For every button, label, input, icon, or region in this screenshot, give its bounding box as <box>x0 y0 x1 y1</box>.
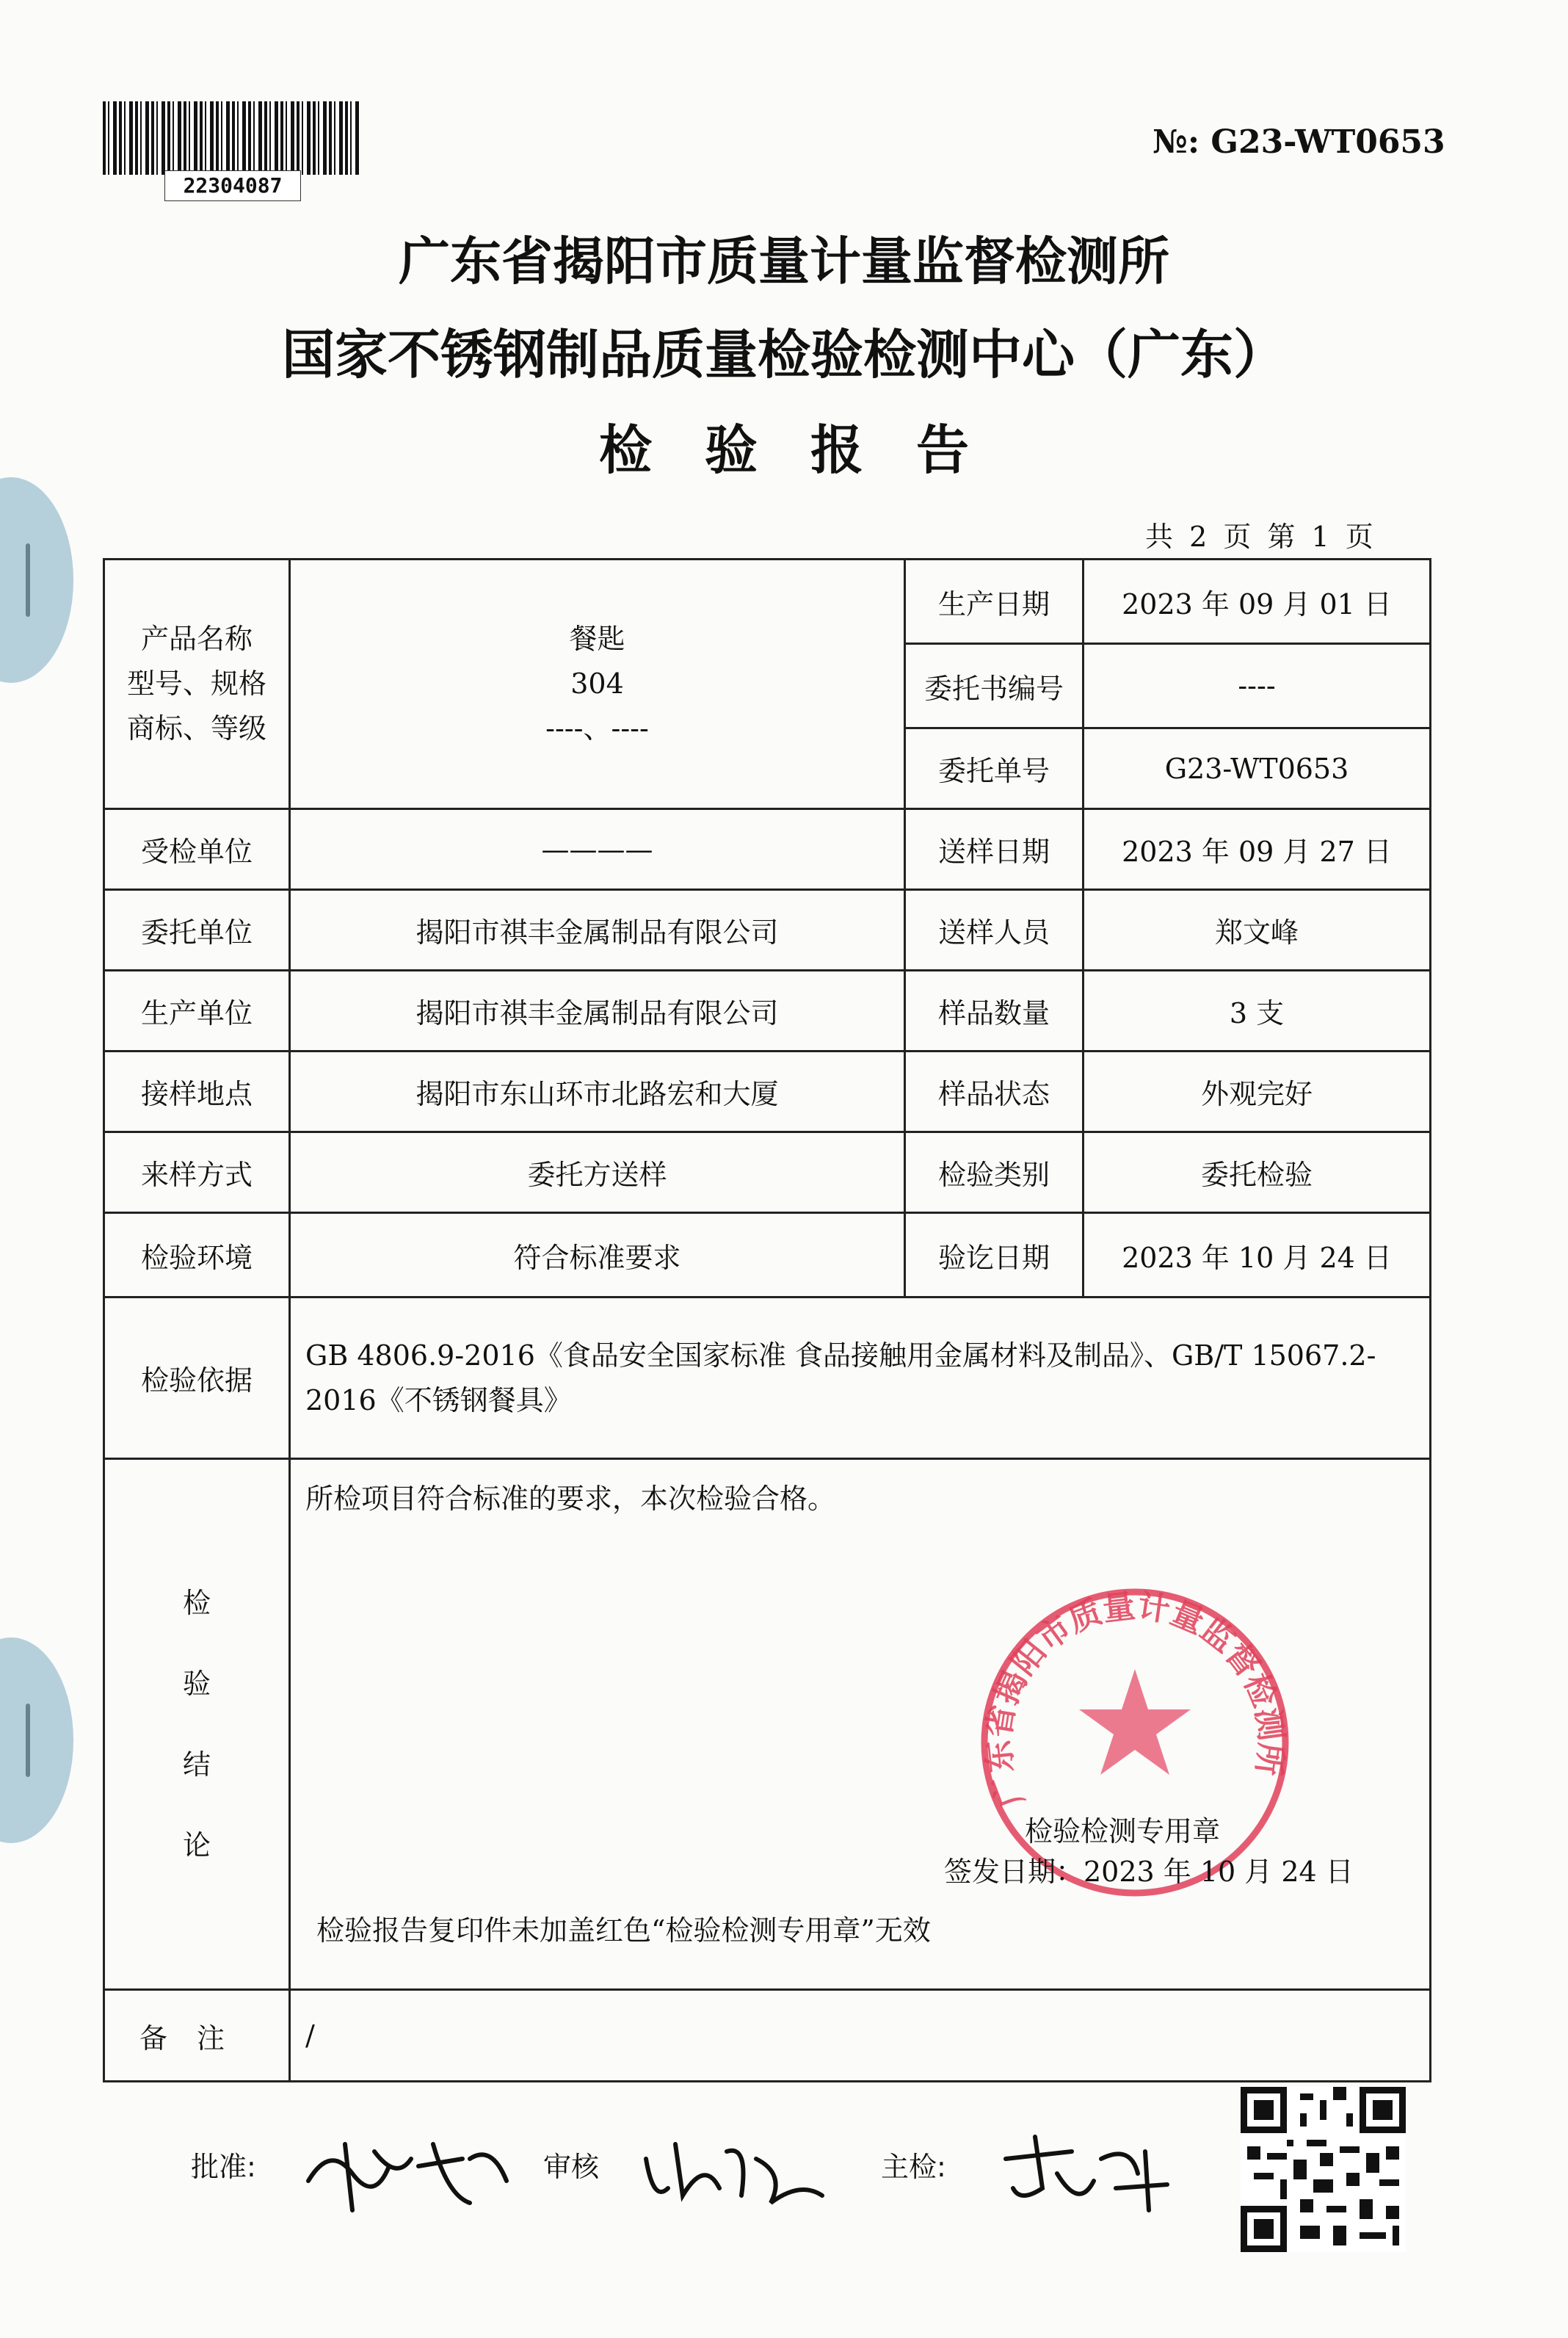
inspect-label: 主检: <box>881 2151 946 2183</box>
row-label2: 样品状态 <box>905 1052 1084 1132</box>
product-info <box>290 560 905 809</box>
row-value: ———— <box>290 809 905 890</box>
row-value2: 外观完好 <box>1084 1052 1431 1132</box>
report-number: №: G23-WT0653 <box>1153 123 1445 161</box>
approver-signature <box>301 2115 521 2225</box>
inspector-signature <box>991 2115 1182 2225</box>
conclusion-text: 所检项目符合标准的要求，本次检验合格。 <box>305 1483 836 1515</box>
notes-value: / <box>290 1990 1431 2082</box>
row-value2: 委托检验 <box>1084 1132 1431 1213</box>
seal-text: 广东省揭阳市质量计量监督检测所 <box>979 1587 1291 1812</box>
order-no: G23-WT0653 <box>1084 728 1431 809</box>
report-table <box>103 558 1431 2082</box>
production-date-label: 生产日期 <box>905 560 1084 644</box>
copy-notice: 检验报告复印件未加盖红色“检验检测专用章”无效 <box>316 1914 931 1947</box>
row-value2: 2023 年 09 月 27 日 <box>1084 809 1431 890</box>
issue-date: 签发日期：2023 年 10 月 24 日 <box>944 1856 1354 1888</box>
row-label: 受检单位 <box>104 809 290 890</box>
binder-tab <box>0 477 73 683</box>
row-value: 揭阳市祺丰金属制品有限公司 <box>290 971 905 1052</box>
seal-label: 检验检测专用章 <box>1025 1815 1221 1847</box>
row-label2: 验讫日期 <box>905 1213 1084 1298</box>
institute-title: 广东省揭阳市质量计量监督检测所 <box>399 231 1169 292</box>
review-label: 审核 <box>543 2151 600 2183</box>
row-value2: 郑文峰 <box>1084 890 1431 971</box>
reviewer-signature <box>639 2115 830 2225</box>
center-title: 国家不锈钢制品质量检验检测中心（广东） <box>281 324 1286 386</box>
barcode-number: 22304087 <box>164 170 301 201</box>
row-label2: 送样人员 <box>905 890 1084 971</box>
row-value: 揭阳市祺丰金属制品有限公司 <box>290 890 905 971</box>
row-label: 来样方式 <box>104 1132 290 1213</box>
basis-text: GB 4806.9-2016《食品安全国家标准 食品接触用金属材料及制品》、GB/T 15067.2-2016《不锈钢餐具》 <box>290 1298 1431 1459</box>
production-date: 2023 年 09 月 01 日 <box>1084 560 1431 644</box>
row-label2: 检验类别 <box>905 1132 1084 1213</box>
report-title: 检验报告 <box>598 419 1022 481</box>
page-info: 共 2 页 第 1 页 <box>1145 521 1373 553</box>
row-label: 委托单位 <box>104 890 290 971</box>
row-value2: 3 支 <box>1084 971 1431 1052</box>
commission-no: ---- <box>1084 644 1431 728</box>
row-label2: 样品数量 <box>905 971 1084 1052</box>
qr-code <box>1241 2087 1406 2252</box>
row-label2: 送样日期 <box>905 809 1084 890</box>
conclusion-label: 检 验 结 论 <box>104 1459 290 1990</box>
signature-row <box>191 2115 1219 2240</box>
product-label: 产品名称 型号、规格 商标、等级 <box>104 560 290 809</box>
row-value: 揭阳市东山环市北路宏和大厦 <box>290 1052 905 1132</box>
commission-no-label: 委托书编号 <box>905 644 1084 728</box>
row-label: 检验环境 <box>104 1213 290 1298</box>
product-brand: ----、---- <box>545 712 649 745</box>
approve-label: 批准: <box>191 2151 256 2183</box>
basis-label: 检验依据 <box>104 1298 290 1459</box>
notes-label: 备注 <box>104 1990 290 2082</box>
row-value: 符合标准要求 <box>290 1213 905 1298</box>
order-no-label: 委托单号 <box>905 728 1084 809</box>
product-name: 餐匙 <box>569 623 625 656</box>
row-label: 生产单位 <box>104 971 290 1052</box>
row-value: 委托方送样 <box>290 1132 905 1213</box>
row-value2: 2023 年 10 月 24 日 <box>1084 1213 1431 1298</box>
row-label: 接样地点 <box>104 1052 290 1132</box>
conclusion-cell <box>290 1459 1431 1990</box>
barcode <box>103 101 360 204</box>
product-model: 304 <box>570 667 624 701</box>
binder-tab <box>0 1637 73 1843</box>
